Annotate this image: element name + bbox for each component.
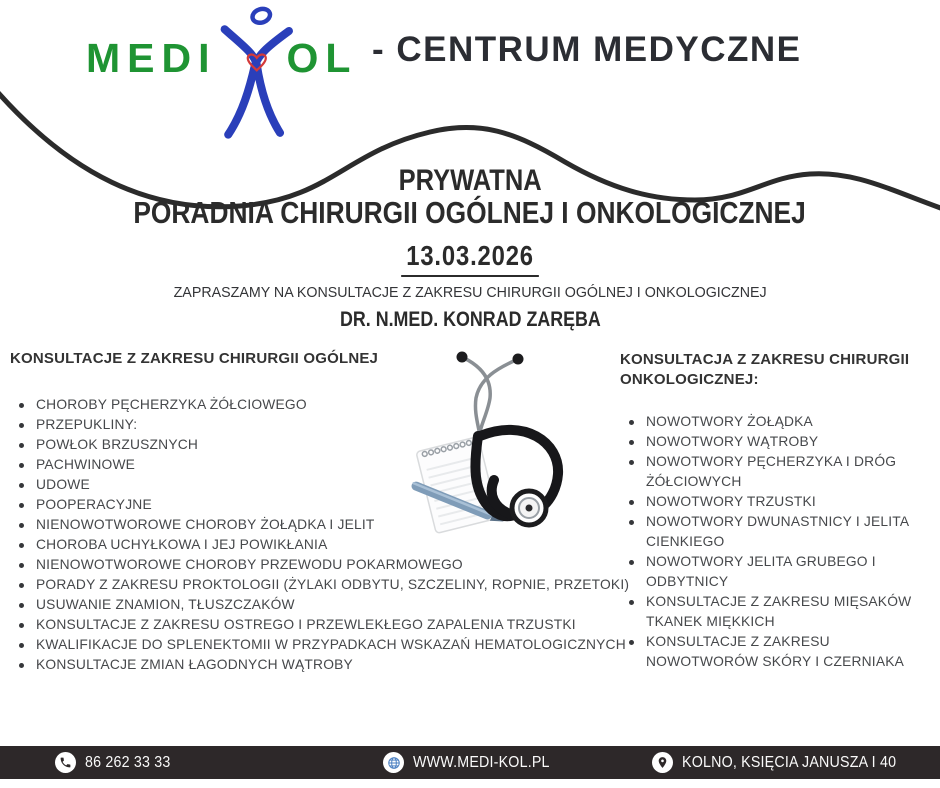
bullet-item: NOWOTWORY WĄTROBY (620, 432, 936, 452)
location-pin-icon (652, 752, 673, 773)
oncology-heading-line1: KONSULTACJA Z ZAKRESU CHIRURGII (620, 351, 910, 368)
footer-contact-bar (0, 746, 940, 779)
bullet-item: NOWOTWORY ŻOŁĄDKA (620, 412, 936, 432)
title-line2-text: PORADNIA CHIRURGII OGÓLNEJ I ONKOLOGICZNEJ (133, 195, 807, 230)
doctor-name (0, 308, 940, 331)
title-line2 (0, 196, 940, 230)
bullet-item: KONSULTACJE ZMIAN ŁAGODNYCH WĄTROBY (10, 655, 650, 675)
brand-suffix: - CENTRUM MEDYCZNE (372, 30, 802, 69)
bullet-item: NIENOWOTWOROWE CHOROBY PRZEWODU POKARMOWEGO (10, 555, 650, 575)
bullet-item: NOWOTWORY JELITA GRUBEGO I ODBYTNICY (620, 552, 936, 592)
title-line1-text: PRYWATNA (398, 164, 542, 197)
bullet-item: NOWOTWORY PĘCHERZYKA I DRÓG ŻÓŁCIOWYCH (620, 452, 936, 492)
footer-website (383, 746, 562, 779)
bullet-item: KONSULTACJE Z ZAKRESU MIĘSAKÓW TKANEK MIĘKKICH (620, 592, 936, 632)
footer-address (652, 746, 915, 779)
bullet-item: NOWOTWORY DWUNASTNICY I JELITA CIENKIEGO (620, 512, 936, 552)
footer-address-text: KOLNO, KSIĘCIA JANUSZA I 40 (682, 753, 897, 771)
footer-phone (55, 746, 178, 779)
oncology-list (620, 412, 936, 672)
footer-website-url: WWW.MEDI-KOL.PL (413, 753, 550, 771)
event-date: 13.03.2026 (401, 241, 539, 277)
oncology-heading-line2: ONKOLOGICZNEJ: (620, 371, 759, 388)
bullet-item: KONSULTACJE Z ZAKRESU OSTREGO I PRZEWLEKŁEGO ZAPALENIA TRZUSTKI (10, 615, 650, 635)
bullet-item: POOPERACYJNE (10, 495, 650, 515)
oncology-surgery-section (620, 350, 936, 672)
bullet-item: UDOWE (10, 475, 650, 495)
stethoscope-notepad-illustration (408, 344, 583, 542)
bullet-item: POWŁOK BRZUSZNYCH (10, 435, 650, 455)
bullet-item: KWALIFIKACJE DO SPLENEKTOMII W PRZYPADKACH WSKAZAŃ HEMATOLOGICZNYCH (10, 635, 650, 655)
invitation-subtitle (0, 285, 940, 302)
bullet-item: USUWANIE ZNAMION, TŁUSZCZAKÓW (10, 595, 650, 615)
event-date-row (0, 241, 940, 277)
bullet-item: KONSULTACJE Z ZAKRESU NOWOTWORÓW SKÓRY I CZERNIAKA (620, 632, 936, 672)
phone-icon (55, 752, 76, 773)
bullet-item: PORADY Z ZAKRESU PROKTOLOGII (ŻYLAKI ODBYTU, SZCZELINY, ROPNIE, PRZETOKI) (10, 575, 650, 595)
logo-text-ol: OL (286, 35, 358, 81)
bullet-item: NOWOTWORY TRZUSTKI (620, 492, 936, 512)
globe-icon (383, 752, 404, 773)
bullet-item: NIENOWOTWOROWE CHOROBY ŻOŁĄDKA I JELIT (10, 515, 650, 535)
title-line1 (0, 164, 940, 197)
general-surgery-heading: KONSULTACJE Z ZAKRESU CHIRURGII OGÓLNEJ (10, 350, 379, 367)
logo-text-medi: MEDI (86, 35, 217, 81)
bullet-item: CHOROBA UCHYŁKOWA I JEJ POWIKŁANIA (10, 535, 650, 555)
bullet-item: PACHWINOWE (10, 455, 650, 475)
invitation-subtitle-text: ZAPRASZAMY NA KONSULTACJE Z ZAKRESU CHIRURGII OGÓLNEJ I ONKOLOGICZNEJ (173, 284, 767, 301)
bullet-item: CHOROBY PĘCHERZYKA ŻÓŁCIOWEGO (10, 395, 650, 415)
footer-phone-number: 86 262 33 33 (85, 753, 171, 771)
doctor-name-text: DR. N.MED. KONRAD ZARĘBA (339, 308, 601, 331)
bullet-item: PRZEPUKLINY: (10, 415, 650, 435)
